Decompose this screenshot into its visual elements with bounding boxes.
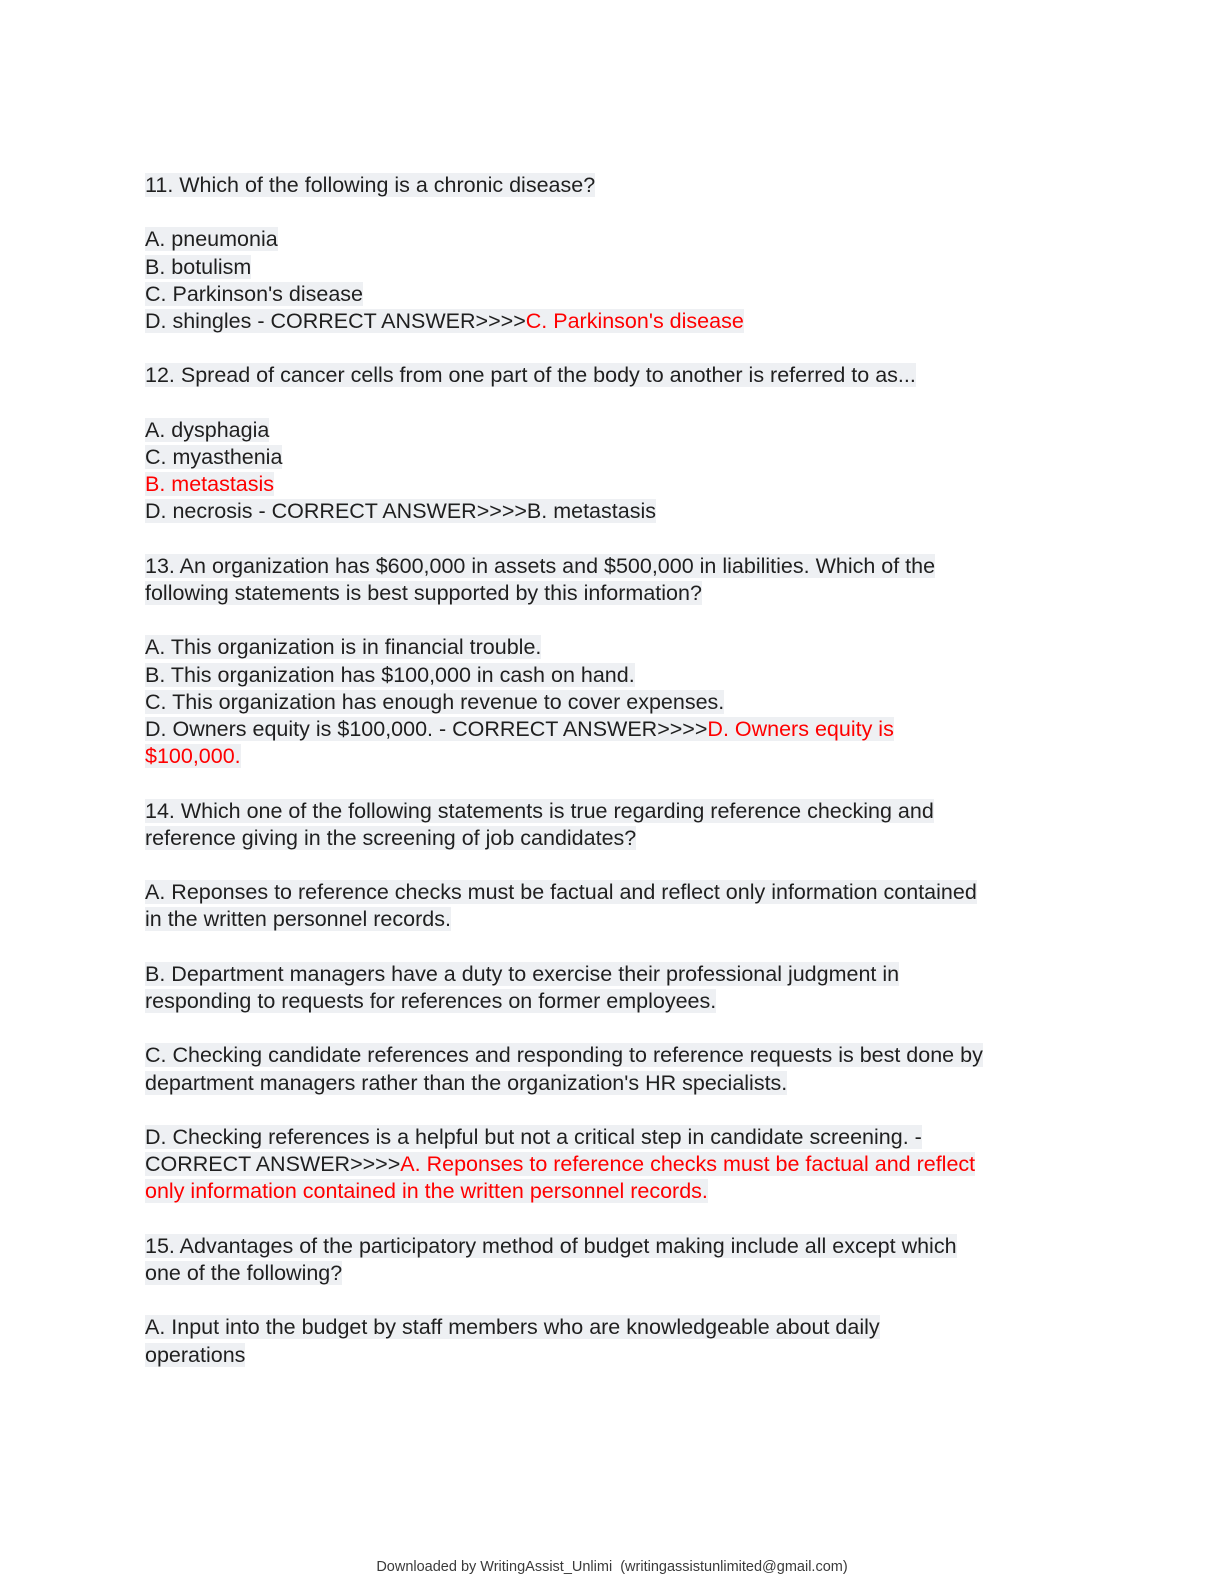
option-c-line-2: department managers rather than the organization's HR specialists. bbox=[145, 1070, 788, 1095]
question-stem-line-2: one of the following? bbox=[145, 1260, 343, 1285]
document-page bbox=[145, 172, 1080, 1369]
question-stem-line-2: reference giving in the screening of job candidates? bbox=[145, 825, 637, 850]
question-stem-line-2: following statements is best supported by this information? bbox=[145, 580, 702, 605]
option-d: D. Owners equity is $100,000. - CORRECT ANSWER>>>> bbox=[145, 716, 708, 741]
option-a: A. This organization is in financial trouble. bbox=[145, 635, 542, 660]
option-d-line-2: CORRECT ANSWER>>>> bbox=[145, 1152, 401, 1177]
option-b-line-1: B. Department managers have a duty to exercise their professional judgment in bbox=[145, 961, 900, 986]
question-13 bbox=[145, 553, 1080, 771]
option-b: B. This organization has $100,000 in cash on hand. bbox=[145, 662, 635, 687]
option-a: A. pneumonia bbox=[145, 227, 278, 252]
option-c: C. This organization has enough revenue to cover expenses. bbox=[145, 689, 725, 714]
option-a-line-1: A. Input into the budget by staff members who are knowledgeable about daily bbox=[145, 1315, 880, 1340]
question-stem: 12. Spread of cancer cells from one part of the body to another is referred to as... bbox=[145, 363, 916, 388]
correct-answer-line-2: $100,000. bbox=[145, 744, 241, 769]
correct-answer: C. Parkinson's disease bbox=[525, 309, 744, 333]
question-15 bbox=[145, 1233, 1080, 1369]
download-footer: Downloaded by WritingAssist_Unlimi (writingassistunlimited@gmail.com) bbox=[376, 1559, 848, 1575]
option-a-line-2: operations bbox=[145, 1342, 246, 1367]
option-c: C. myasthenia bbox=[145, 444, 283, 469]
question-stem-line-1: 14. Which one of the following statements is true regarding reference checking and bbox=[145, 798, 934, 823]
correct-answer-line-2: only information contained in the written personnel records. bbox=[145, 1179, 708, 1204]
question-12 bbox=[145, 362, 1080, 525]
option-a-line-2: in the written personnel records. bbox=[145, 907, 451, 932]
correct-answer-line-1: D. Owners equity is bbox=[707, 716, 894, 741]
question-stem: 11. Which of the following is a chronic disease? bbox=[145, 173, 596, 197]
option-d: D. shingles - CORRECT ANSWER>>>> bbox=[145, 309, 526, 333]
correct-answer-line-1: A. Reponses to reference checks must be factual and reflect bbox=[400, 1152, 976, 1177]
option-a-line-1: A. Reponses to reference checks must be factual and reflect only information contained bbox=[145, 880, 977, 905]
option-a: A. dysphagia bbox=[145, 417, 270, 442]
question-stem-line-1: 15. Advantages of the participatory method of budget making include all except which bbox=[145, 1233, 957, 1258]
option-c: C. Parkinson's disease bbox=[145, 281, 364, 306]
question-11 bbox=[145, 172, 1080, 335]
question-stem-line-1: 13. An organization has $600,000 in assets and $500,000 in liabilities. Which of the bbox=[145, 553, 936, 578]
option-b: B. botulism bbox=[145, 254, 252, 279]
option-d: D. necrosis - CORRECT ANSWER>>>>B. metastasis bbox=[145, 499, 656, 524]
option-d-line-1: D. Checking references is a helpful but not a critical step in candidate screening. - bbox=[145, 1124, 922, 1149]
option-b-highlighted: B. metastasis bbox=[145, 472, 275, 497]
question-14 bbox=[145, 798, 1080, 1206]
option-b-line-2: responding to requests for references on former employees. bbox=[145, 988, 717, 1013]
option-c-line-1: C. Checking candidate references and responding to reference requests is best done by bbox=[145, 1043, 983, 1068]
